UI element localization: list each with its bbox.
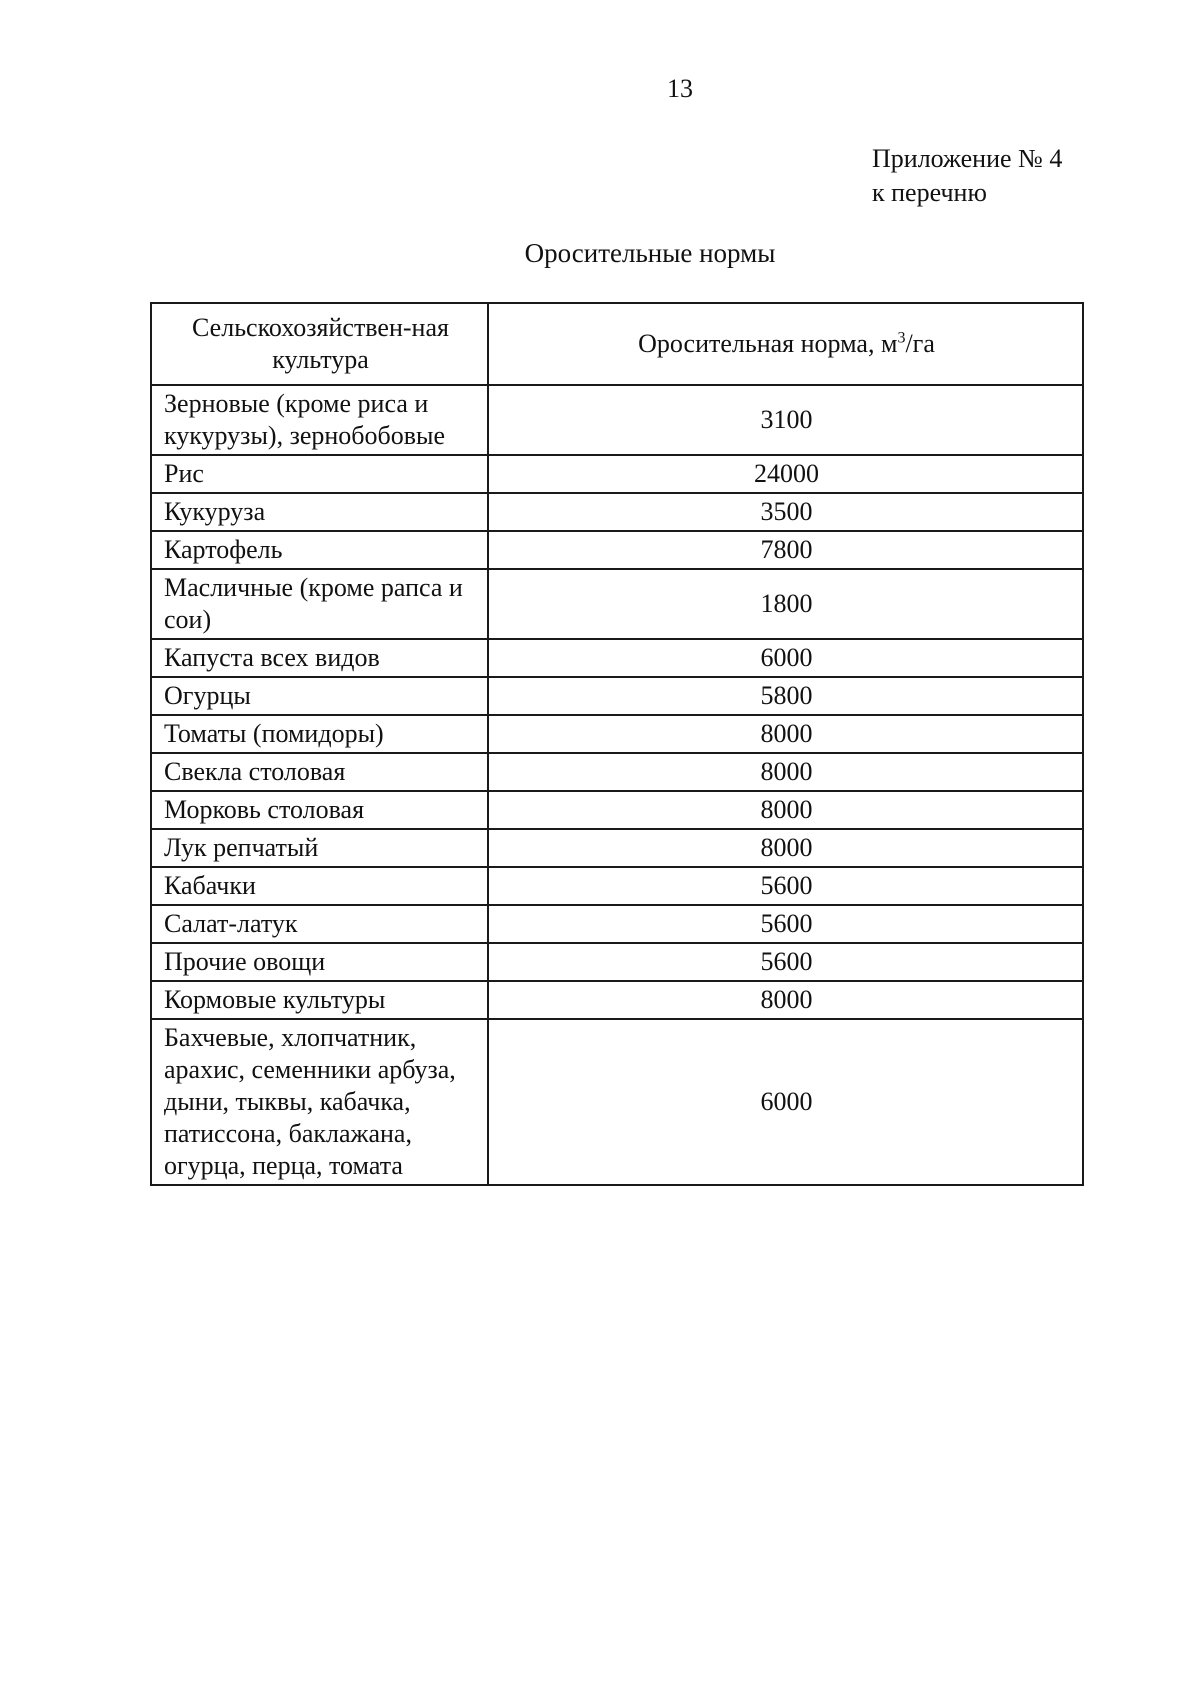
table-row xyxy=(151,1019,1083,1185)
norm-cell: 8000 xyxy=(488,753,1083,791)
crop-cell: Свекла столовая xyxy=(151,753,488,791)
crop-cell: Томаты (помидоры) xyxy=(151,715,488,753)
page-number: 13 xyxy=(667,74,693,103)
table-row xyxy=(151,569,1083,639)
table-row xyxy=(151,981,1083,1019)
table-row xyxy=(151,677,1083,715)
table-row xyxy=(151,639,1083,677)
table-row xyxy=(151,493,1083,531)
crop-cell: Картофель xyxy=(151,531,488,569)
appendix-line-2: к перечню xyxy=(872,178,987,207)
norm-cell: 5600 xyxy=(488,905,1083,943)
norm-cell: 6000 xyxy=(488,1019,1083,1185)
norm-cell: 5600 xyxy=(488,943,1083,981)
table-row xyxy=(151,385,1083,455)
norm-cell: 24000 xyxy=(488,455,1083,493)
crop-cell: Капуста всех видов xyxy=(151,639,488,677)
irrigation-norms-table xyxy=(150,302,1084,1186)
norm-cell: 5800 xyxy=(488,677,1083,715)
norm-cell: 6000 xyxy=(488,639,1083,677)
header-norm-suffix: /га xyxy=(905,329,935,358)
crop-cell: Салат-латук xyxy=(151,905,488,943)
crop-cell: Кабачки xyxy=(151,867,488,905)
norm-cell: 8000 xyxy=(488,829,1083,867)
table-row xyxy=(151,829,1083,867)
norm-cell: 1800 xyxy=(488,569,1083,639)
crop-cell: Лук репчатый xyxy=(151,829,488,867)
norm-cell: 7800 xyxy=(488,531,1083,569)
table-row xyxy=(151,455,1083,493)
header-norm-sup: 3 xyxy=(897,329,906,347)
crop-cell: Зерновые (кроме риса и кукурузы), зернобобовые xyxy=(151,385,488,455)
norm-cell: 5600 xyxy=(488,867,1083,905)
table-row xyxy=(151,531,1083,569)
appendix-line-1: Приложение № 4 xyxy=(872,144,1063,173)
table-row xyxy=(151,791,1083,829)
table-row xyxy=(151,753,1083,791)
table-row xyxy=(151,867,1083,905)
table-row xyxy=(151,715,1083,753)
header-norm xyxy=(488,303,1083,385)
norm-cell: 8000 xyxy=(488,981,1083,1019)
header-crop: Сельскохозяйствен-ная культура xyxy=(151,303,488,385)
crop-cell: Кукуруза xyxy=(151,493,488,531)
table-row xyxy=(151,943,1083,981)
table-row xyxy=(151,905,1083,943)
crop-cell: Рис xyxy=(151,455,488,493)
crop-cell: Масличные (кроме рапса и сои) xyxy=(151,569,488,639)
crop-cell: Бахчевые, хлопчатник, арахис, семенники арбуза, дыни, тыквы, кабачка, патиссона, баклажана, огурца, перца, томата xyxy=(151,1019,488,1185)
crop-cell: Кормовые культуры xyxy=(151,981,488,1019)
norm-cell: 8000 xyxy=(488,791,1083,829)
crop-cell: Прочие овощи xyxy=(151,943,488,981)
table-header-row xyxy=(151,303,1083,385)
norm-cell: 8000 xyxy=(488,715,1083,753)
norm-cell: 3500 xyxy=(488,493,1083,531)
crop-cell: Морковь столовая xyxy=(151,791,488,829)
norm-cell: 3100 xyxy=(488,385,1083,455)
appendix-note xyxy=(872,142,1062,210)
header-norm-prefix: Оросительная норма, м xyxy=(638,329,898,358)
crop-cell: Огурцы xyxy=(151,677,488,715)
document-title: Оросительные нормы xyxy=(524,238,776,268)
